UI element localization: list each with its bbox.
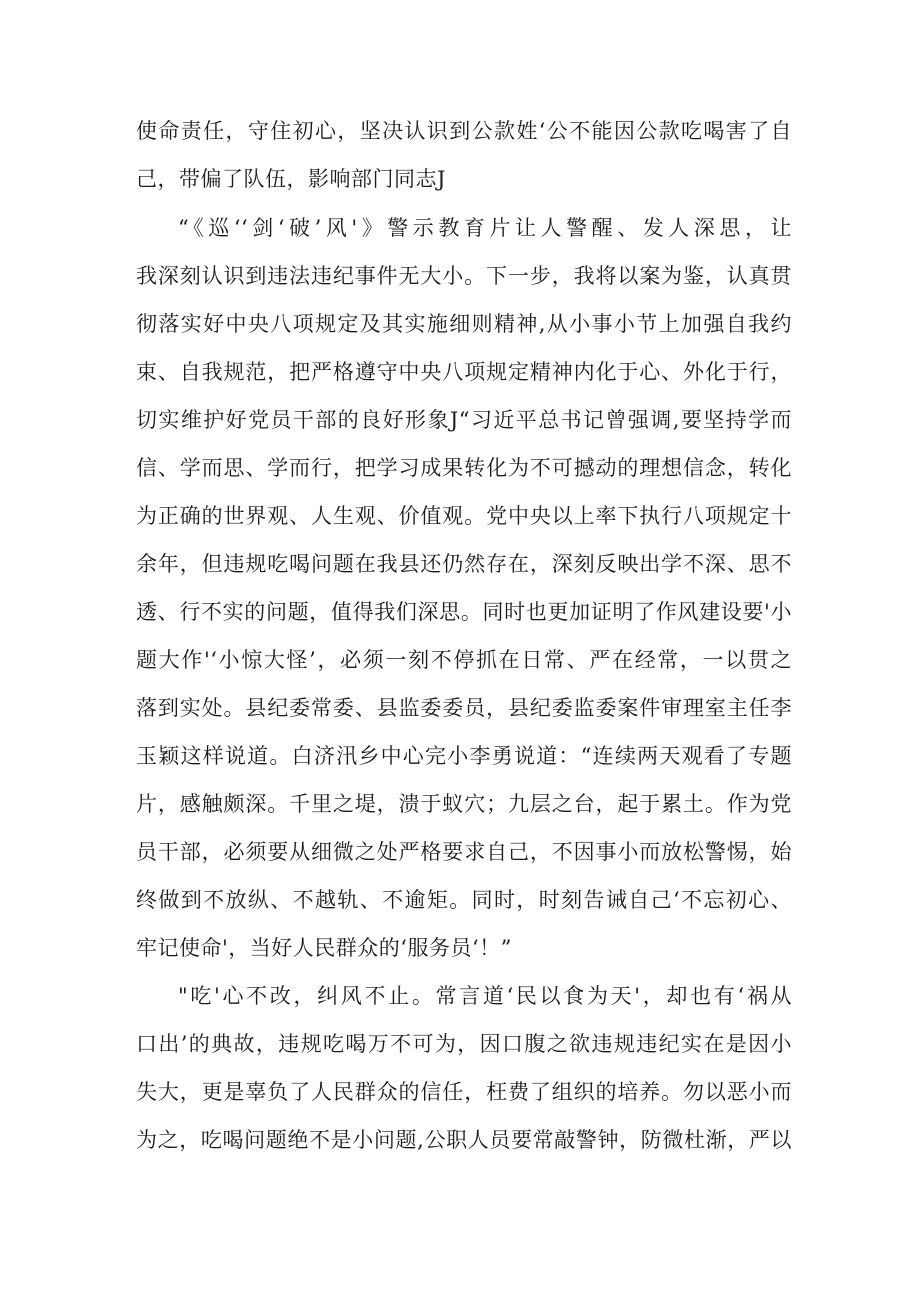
text-line: 片，感触颇深。千里之堤，溃于蚁穴；九层之台，起于累土。作为党 <box>136 792 792 816</box>
text-line: 玉颖这样说道。白济汛乡中心完小李勇说道：“连续两天观看了专题 <box>136 744 792 768</box>
text-line: 口出’的典故，违规吃喝万不可为，因口腹之欲违规违纪实在是因小 <box>136 1032 792 1056</box>
text-line: 我深刻认识到违法违纪事件无大小。下一步，我将以案为鉴，认真贯 <box>136 264 792 288</box>
text-line: 牢记使命'，当好人民群众的‘服务员‘！” <box>136 936 512 960</box>
text-line: 失大，更是辜负了人民群众的信任，枉费了组织的培养。勿以恶小而 <box>136 1080 792 1104</box>
text-line: 己，带偏了队伍，影响部门同志J <box>136 167 446 191</box>
text-line: 员干部，必须要从细微之处严格要求自己，不因事小而放松警惕，始 <box>136 840 792 864</box>
text-line: 余年，但违规吃喝问题在我县还仍然存在，深刻反映出学不深、思不 <box>136 552 792 576</box>
text-line: 信、学而思、学而行，把学习成果转化为不可撼动的理想信念，转化 <box>136 456 792 480</box>
text-line: 题大作'‘小惊大怪’，必须一刻不停抓在日常、严在经常，一以贯之 <box>136 648 792 672</box>
text-line: 束、自我规范，把严格遵守中央八项规定精神内化于心、外化于行， <box>136 360 792 384</box>
text-line: 终做到不放纵、不越轨、不逾矩。同时，时刻告诫自己‘不忘初心、 <box>136 888 792 912</box>
text-line: 落到实处。县纪委常委、县监委委员，县纪委监委案件审理室主任李 <box>136 696 792 720</box>
text-line: 切实维护好党员干部的良好形象J“习近平总书记曾强调,要坚持学而 <box>136 408 792 432</box>
text-line: 彻落实好中央八项规定及其实施细则精神,从小事小节上加强自我约 <box>136 312 792 336</box>
text-line: 为正确的世界观、人生观、价值观。党中央以上率下执行八项规定十 <box>136 504 792 528</box>
text-line: 为之，吃喝问题绝不是小问题,公职人员要常敲警钟，防微杜渐，严以 <box>136 1128 792 1152</box>
text-line: 透、行不实的问题，值得我们深思。同时也更加证明了作风建设要'小 <box>136 600 792 624</box>
paragraph-start-line: "吃'心不改，纠风不止。常言道‘民以食为天'，却也有‘祸从 <box>178 984 792 1008</box>
text-line: 使命责任，守住初心，坚决认识到公款姓‘公不能因公款吃喝害了自 <box>136 119 792 143</box>
paragraph-start-line: “《巡‘‘剑‘破’风'》警示教育片让人警醒、发人深思，让 <box>178 216 792 240</box>
